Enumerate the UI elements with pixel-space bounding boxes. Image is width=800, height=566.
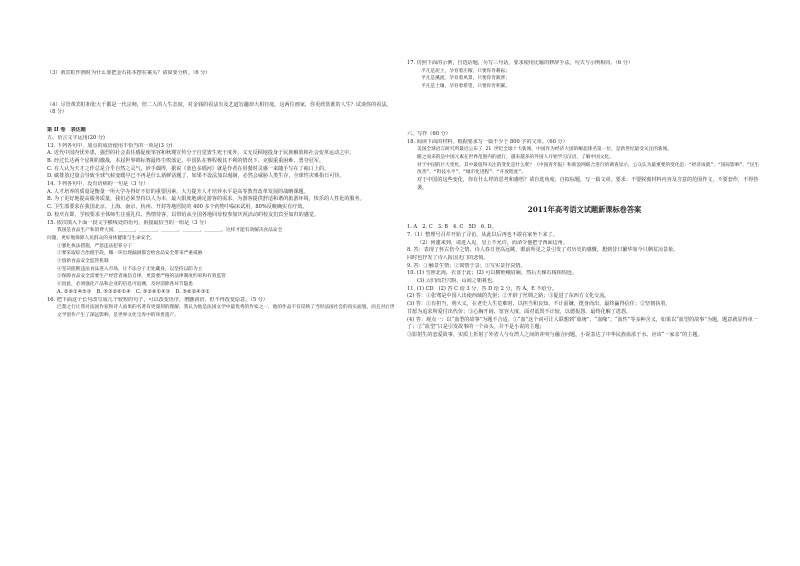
q14-option-a: A. 人才培养的质量是衡量一所大学办得好不好的重要因素，大力提升人才培养水平是高等教育改革发展的战略课题。 (47, 188, 309, 195)
answer-11-4: (4) 答：观点一：以“血型的故事”为题不合适。①“血”这个词可让人联想到“血统”、“血缘”、“血性”等多种含义，如果以“血型的故事”为题，题意就显得单一了；②“血型”只是引发故事的一个由头，并不是小说的主题； (407, 316, 758, 331)
section-5-heading: 五、语言文字运用(20 分) (47, 134, 105, 141)
q15-passage-line-2: 问题，更好地保障人民群众的身体健康与生命安全。 (47, 235, 155, 241)
q15-item-3: ③创新食品安全监管机制 (57, 259, 109, 265)
answer-11-3-cont: 甘愿为追求所爱付出代价；③心胸开阔，宽容大度，面对诋毁不计较，以德报怨，最终化解了恩怨。 (407, 308, 632, 315)
answer-7-2: （2）何遽来到，请进入见，皇上不允许，而命令他把守西面边角。 (417, 239, 568, 246)
question-13: 13. 下列各句中，加点的成语使用不恰当的一项是(3 分) (47, 142, 173, 149)
answer-11-4-cont: ③影射生的恋爱故事，实质上折射了外省人与台湾人之间的冲突与融合问题，小说表达了中华民族血浓于水、应该“一家亲”的主题。 (407, 331, 703, 338)
question-14: 14. 下列各句中，没有语病的一句是（3 分） (47, 181, 149, 188)
left-column (47, 0, 397, 566)
answer-8-cont: 同时也抒发了诗人报国无门的悲愤。 (407, 254, 489, 261)
q17-example-3: 平凡是土壤，孕育着希望，只要你肯积累。 (421, 84, 511, 90)
question-4: （4）尽管黄宾虹和张大千都是一代宗师，但二人的人生态度，对金钱的看法有及艺道旨趣却大相径庭。这两位画家，你更欣赏谁的人生？试谈你的看法。（8 分） (47, 101, 392, 116)
answer-10: 10. (1) 雪照北海，衣食于此；(2) 可以横绝峨眉巅，然后天梯石栈相钩连。 (407, 270, 578, 277)
q16-passage: 巴黎之行让我对法国作家和诗人雨果的名著有更深刻的理解。我认为他是法国文学中最优秀的作家之一，他的作品不仅反映了当时法国社会的真实面貌，而且对后世文学创作产生了深远影响，是世界文化宝库中的珍贵遗产。 (57, 305, 395, 318)
q15-passage-line-1: 我国是食品生产和消费大国，______，______，______，______，______，这样才能有效解决食品安全 (57, 228, 283, 234)
q18-material-1: 美国全球语言研究所最近公布了 21 世纪全球十大新闻，中国作为经济大国的崛起排名第一位，是新世纪最受关注的新闻。 (417, 147, 673, 153)
q15-item-5: ⑤保障食品安全需要生产经营者诚信自律，更需要严格的法律制度约束和有效监管 (57, 274, 226, 280)
q14-option-b: B. 为了更好地提高服务质量，我们必须坚持以人为本，最大限度地满足游客的需求，为游客提供舒适和谐的旅游环境，快乐的人性化的服务。 (47, 196, 365, 203)
question-17: 17. 仿照下面的示例，自选话题，另写三句话，要求使用比喻的修辞手法，句式与示例相同。（6 分） (407, 60, 633, 66)
answer-9: 9. 答：①触景生情；②寓情于景；③写实景抒哀情。 (407, 262, 526, 269)
answer-8: 8. 答：表现了怀古伤今之情。诗人春日登高远眺，眼前所见之景引发了对历史的感慨，想到昔日繁华如今只剩荒凉景象。 (407, 247, 679, 254)
q13-option-a: A. 近代中国内忧外患，强烈的社会责任感促使邹容和秋瑾宣传分子自觉置生死于度外，义无反顾地投身于民族解放和社会变革运动之中。 (47, 150, 355, 157)
answers-title: 2011年高考语文试题新课标卷答案 (527, 205, 642, 215)
q13-option-d: D. 碳排放过量会导致全球气候变暖早已不再是什么新鲜话题了，如果不设法加以遏制，必然会威胁人类生存，全球性灾难指日可待。 (47, 173, 345, 180)
answer-11-2: (2) 答：①张骞是中国人出使西域的先驱；②开辟了丝绸之路；③促进了东西方文化交流。 (407, 293, 610, 300)
q18-requirement: 对于中国的这些变化，你有什么样的思考和感悟？请自选角度，自拟标题，写一篇文章。要求：不要脱离材料内容及含意的范围作文，不要套作，不得抄袭。 (417, 177, 759, 191)
q14-option-d: D. 校庆在即，学校要求全体师生注重礼仪、热情待客，以带给从全国各地回母校参加庆祝活动的校友们宾至如归的感觉。 (47, 211, 320, 218)
q18-material-3: 对于中国的巨大变化，其中最值得关注的变化是什么呢？《中国青年报》和新浪网联合进行的调查显示，公众认为最重要的变化是：“经济成就”、“国际影响”、“民生改善”、“科技水平”、“城市化进程”、“开放程度”。 (417, 162, 760, 176)
answer-11-3: (3) 答：①有担当，明大义，在老史人生危难时，以担当和良知，不计前嫌，挺身而出，最终赢得信任；②坚韧执着， (407, 301, 671, 308)
section-6-heading: 六、写作（60 分） (407, 130, 451, 137)
question-3: （3）黄宾虹作画时为什么要把金石拓本摆在案头？请简要分析。（6 分） (47, 70, 211, 76)
question-16: 16. 把下面这个长句改写成几个较短的句子，可以改变语序，增删词语，但不得改变原意。（5 分） (47, 296, 268, 303)
q14-option-c: C. 卫生部要求在我国北京、上海、南京、杭州、开封等地医院的 400 多个药物中临床试用，80%反映确实有疗效。 (47, 204, 308, 211)
q13-option-c: C. 有人认为天才之作总是合乎自然之灵气，妙手偶得，据说《蓝色多瑙河》就是作者在用餐时灵感一来随手写在了袖口上的。 (47, 165, 330, 172)
answer-10-cont: (3) 云归而岩穴暝，山间之朝暮也。 (417, 278, 498, 285)
part-2-heading: 第 II 卷 表达题 (47, 127, 86, 134)
answer-1-6: 1. A 2. C 3. B 4. C 5D 6. D。 (407, 224, 497, 231)
q15-item-4: ④坚决阻断违法食品进入市场，让不法分子无处藏身，以坚持以防为主 (57, 266, 203, 272)
answer-7-1: 7.（1）整理号召并开始了寻访，从此以后再也不敢在家坐下来了。 (407, 231, 558, 238)
q15-item-6: ⑥因此，必须强化产品和企业的信息可追溯，及时消除各环节隐患 (57, 282, 193, 288)
q17-example-2: 平凡是溪流，孕育着风景，只要你肯跋涉； (421, 76, 511, 82)
q15-item-2: ②要采取综合治理手段，哪一环出现漏洞都会给食品安全带来严重威胁 (57, 251, 203, 257)
q15-answer-options: A. ②⑥①④⑤③ B. ⑤③②⑥①④ C. ⑤②⑥①④③ D. ⑤⑥②④③① (57, 288, 210, 295)
q15-item-1: ①强化执法措施，严惩违法犯罪分子 (57, 243, 133, 249)
q17-example-1: 平凡是泥土，孕育着庄稼，只要你肯耕耘； (421, 68, 511, 74)
question-15: 15. 依次填入下面一段文字横线处的语句，衔接最恰当的一组是（3 分） (47, 219, 210, 226)
q18-material-2: 随之而来的是中国元素在世界范围内的流行，越来越多的外国人开始学习汉语，了解中国文化。 (417, 154, 614, 160)
question-18: 18. 阅读下面的材料，根据要求写一篇不少于 800 字的文章。（60 分） (407, 138, 568, 145)
answer-11-1: 11. (1) CD (2) 答 C 给 3 分，答 D 给 2 分，答 A、E 不给分。 (407, 285, 557, 292)
q13-option-b: B. 经过长达两个星期的激战，本届世界锦标赛最终尘埃落定，中国队在赛程极其不利的情况下，克服重重困难，勇夺冠军。 (47, 157, 324, 164)
right-column (407, 0, 762, 566)
